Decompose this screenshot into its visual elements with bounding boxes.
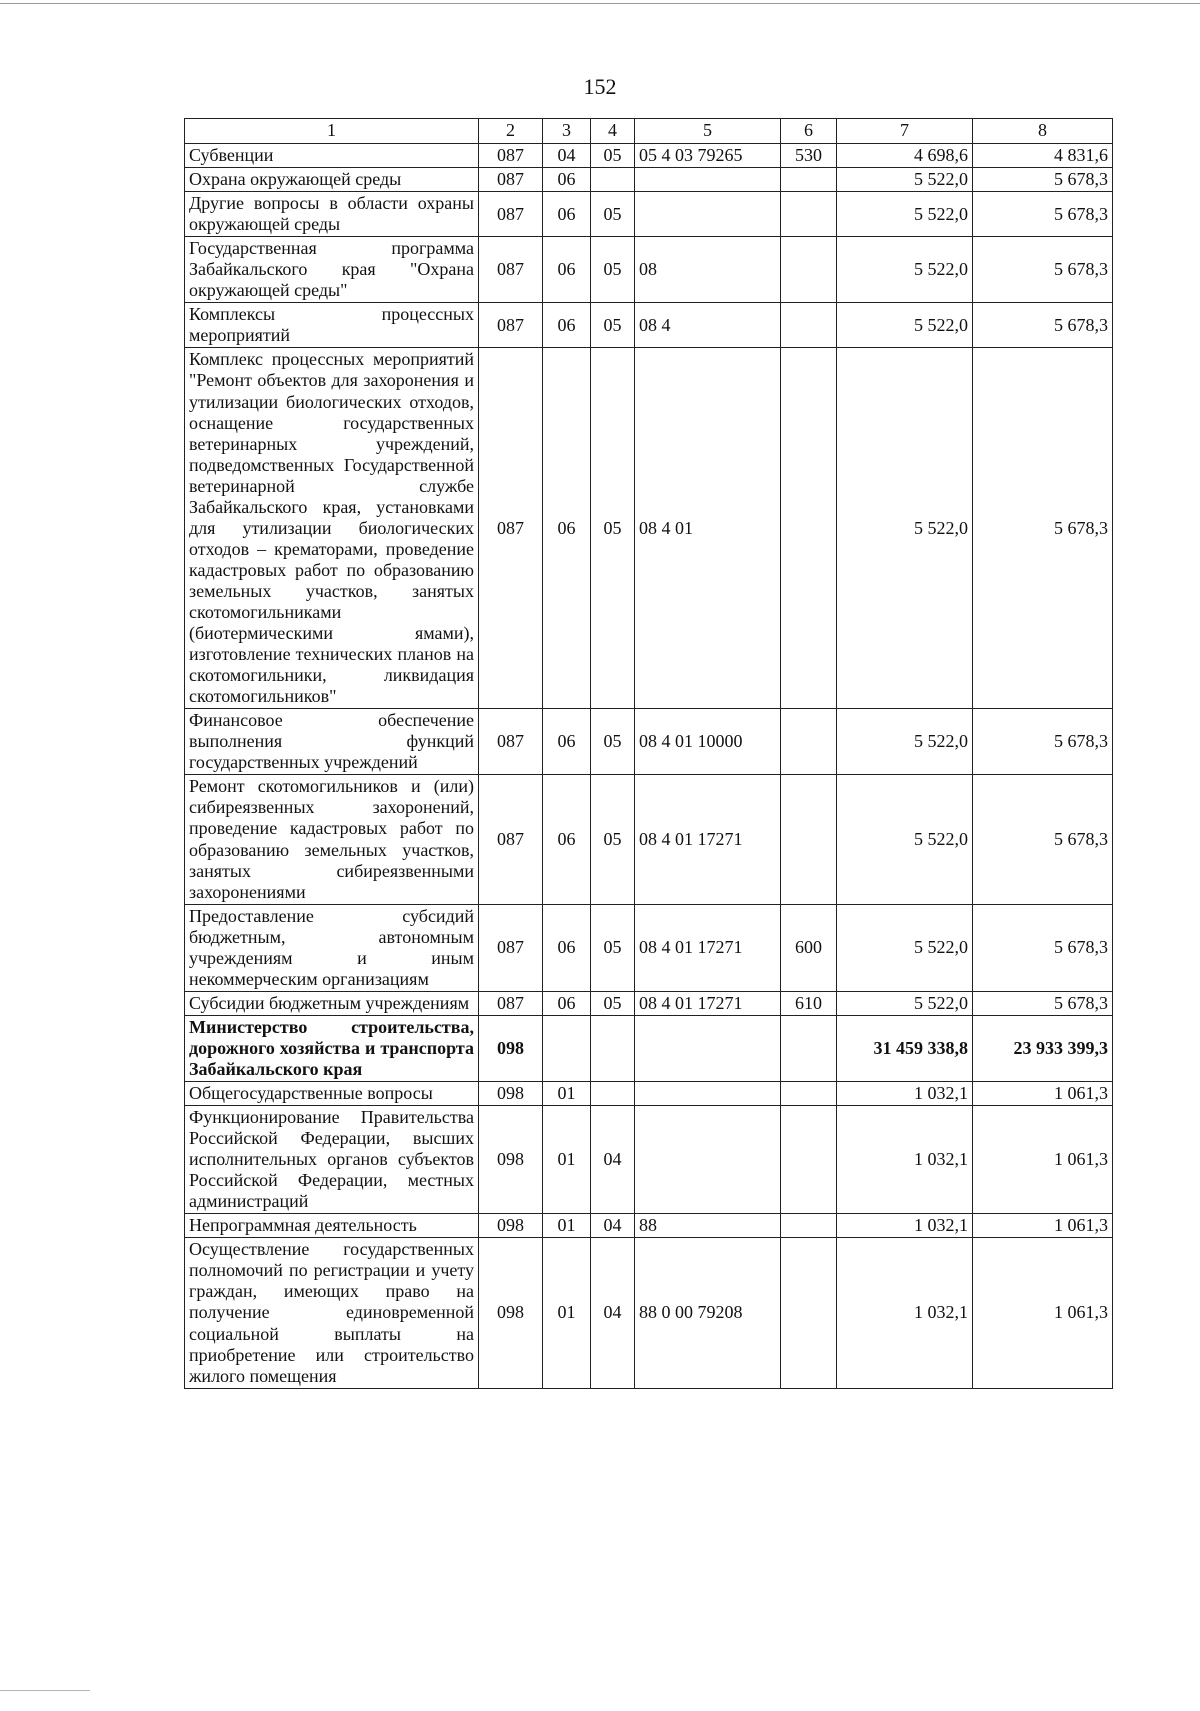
- cell-expense-type: 600: [781, 904, 837, 991]
- cell-subsection: 04: [591, 1238, 635, 1388]
- cell-amount-year-1: 5 522,0: [837, 348, 973, 709]
- cell-target-article: 08 4 01 10000: [635, 709, 781, 775]
- cell-amount-year-1: 5 522,0: [837, 709, 973, 775]
- cell-expense-type: [781, 168, 837, 192]
- cell-admin-code: 087: [479, 775, 543, 904]
- cell-target-article: [635, 192, 781, 237]
- cell-expense-type: [781, 1238, 837, 1388]
- cell-target-article: [635, 1082, 781, 1106]
- cell-section: 01: [543, 1238, 591, 1388]
- cell-amount-year-1: 4 698,6: [837, 144, 973, 168]
- cell-subsection: 05: [591, 144, 635, 168]
- cell-amount-year-1: 5 522,0: [837, 904, 973, 991]
- top-edge-rule: [0, 3, 1200, 4]
- cell-target-article: [635, 1106, 781, 1214]
- cell-name: Функционирование Правительства Российской Федерации, высших исполнительных органов субъектов Российской Федерации, местных администраций: [185, 1106, 479, 1214]
- cell-amount-year-2: 5 678,3: [973, 991, 1113, 1015]
- cell-admin-code: 087: [479, 192, 543, 237]
- cell-expense-type: [781, 237, 837, 303]
- table-row: [185, 144, 1113, 168]
- cell-amount-year-2: 5 678,3: [973, 168, 1113, 192]
- table-row: [185, 904, 1113, 991]
- cell-target-article: 08: [635, 237, 781, 303]
- cell-admin-code: 098: [479, 1106, 543, 1214]
- cell-section: 01: [543, 1106, 591, 1214]
- cell-target-article: [635, 168, 781, 192]
- cell-section: 06: [543, 303, 591, 348]
- cell-amount-year-2: 1 061,3: [973, 1106, 1113, 1214]
- cell-admin-code: 087: [479, 991, 543, 1015]
- cell-expense-type: [781, 709, 837, 775]
- table-row: [185, 348, 1113, 709]
- table-row: [185, 1106, 1113, 1214]
- cell-target-article: [635, 1015, 781, 1081]
- cell-admin-code: 087: [479, 904, 543, 991]
- cell-target-article: 08 4 01 17271: [635, 904, 781, 991]
- cell-amount-year-1: 5 522,0: [837, 237, 973, 303]
- cell-name: Финансовое обеспечение выполнения функций государственных учреждений: [185, 709, 479, 775]
- header-col-3: 3: [543, 119, 591, 144]
- page-number: 152: [583, 74, 617, 99]
- cell-amount-year-2: 5 678,3: [973, 709, 1113, 775]
- cell-target-article: 08 4 01 17271: [635, 775, 781, 904]
- cell-name: Непрограммная деятельность: [185, 1214, 479, 1238]
- cell-amount-year-1: 5 522,0: [837, 303, 973, 348]
- cell-target-article: 88: [635, 1214, 781, 1238]
- cell-section: [543, 1015, 591, 1081]
- cell-expense-type: [781, 192, 837, 237]
- header-col-6: 6: [781, 119, 837, 144]
- cell-name: Государственная программа Забайкальского края "Охрана окружающей среды": [185, 237, 479, 303]
- cell-expense-type: [781, 348, 837, 709]
- cell-subsection: [591, 1015, 635, 1081]
- cell-amount-year-2: 5 678,3: [973, 348, 1113, 709]
- cell-amount-year-1: 5 522,0: [837, 192, 973, 237]
- cell-amount-year-1: 1 032,1: [837, 1082, 973, 1106]
- table-row: [185, 237, 1113, 303]
- table-row: [185, 168, 1113, 192]
- header-col-1: 1: [185, 119, 479, 144]
- cell-admin-code: 087: [479, 144, 543, 168]
- cell-subsection: 04: [591, 1106, 635, 1214]
- cell-subsection: [591, 1082, 635, 1106]
- cell-section: 06: [543, 775, 591, 904]
- cell-subsection: [591, 168, 635, 192]
- cell-target-article: 05 4 03 79265: [635, 144, 781, 168]
- cell-name: Министерство строительства, дорожного хозяйства и транспорта Забайкальского края: [185, 1015, 479, 1081]
- cell-amount-year-2: 1 061,3: [973, 1082, 1113, 1106]
- table-header-row: [185, 119, 1113, 144]
- cell-subsection: 05: [591, 775, 635, 904]
- cell-amount-year-2: 5 678,3: [973, 303, 1113, 348]
- table-row: [185, 775, 1113, 904]
- cell-subsection: 05: [591, 904, 635, 991]
- cell-subsection: 05: [591, 709, 635, 775]
- cell-amount-year-1: 31 459 338,8: [837, 1015, 973, 1081]
- cell-expense-type: [781, 775, 837, 904]
- cell-subsection: 04: [591, 1214, 635, 1238]
- table-body: [185, 144, 1113, 1389]
- cell-amount-year-2: 23 933 399,3: [973, 1015, 1113, 1081]
- cell-name: Субвенции: [185, 144, 479, 168]
- cell-section: 01: [543, 1214, 591, 1238]
- cell-amount-year-1: 5 522,0: [837, 991, 973, 1015]
- cell-amount-year-2: 5 678,3: [973, 192, 1113, 237]
- cell-amount-year-1: 1 032,1: [837, 1238, 973, 1388]
- header-col-5: 5: [635, 119, 781, 144]
- budget-table: [184, 118, 1113, 1389]
- cell-target-article: 08 4 01 17271: [635, 991, 781, 1015]
- cell-section: 06: [543, 192, 591, 237]
- cell-expense-type: [781, 303, 837, 348]
- cell-name: Субсидии бюджетным учреждениям: [185, 991, 479, 1015]
- cell-admin-code: 098: [479, 1214, 543, 1238]
- cell-section: 06: [543, 348, 591, 709]
- table-row: [185, 1015, 1113, 1081]
- cell-expense-type: 530: [781, 144, 837, 168]
- cell-section: 06: [543, 237, 591, 303]
- header-col-7: 7: [837, 119, 973, 144]
- header-col-2: 2: [479, 119, 543, 144]
- cell-admin-code: 098: [479, 1015, 543, 1081]
- cell-amount-year-2: 1 061,3: [973, 1238, 1113, 1388]
- cell-amount-year-1: 1 032,1: [837, 1214, 973, 1238]
- table-row: [185, 1214, 1113, 1238]
- cell-name: Комплекс процессных мероприятий "Ремонт объектов для захоронения и утилизации биологических отходов, оснащение государственных ветеринарных учреждений, подведомственных Государственной ветеринарной службе Забайкальского края, установками для утилизации биологических отходов – крематорами, проведение кадастровых работ по образованию земельных участков, занятых скотомогильниками (биотермическими ямами), изготовление технических планов на скотомогильники, ликвидация скотомогильников": [185, 348, 479, 709]
- cell-name: Комплексы процессных мероприятий: [185, 303, 479, 348]
- header-col-4: 4: [591, 119, 635, 144]
- cell-admin-code: 087: [479, 709, 543, 775]
- table-row: [185, 991, 1113, 1015]
- bottom-edge-rule: [0, 1690, 90, 1691]
- cell-section: 01: [543, 1082, 591, 1106]
- cell-subsection: 05: [591, 991, 635, 1015]
- table-row: [185, 1082, 1113, 1106]
- cell-section: 04: [543, 144, 591, 168]
- cell-expense-type: 610: [781, 991, 837, 1015]
- cell-target-article: 08 4: [635, 303, 781, 348]
- cell-name: Ремонт скотомогильников и (или) сибиреязвенных захоронений, проведение кадастровых работ по образованию земельных участков, занятых сибиреязвенными захоронениями: [185, 775, 479, 904]
- cell-admin-code: 098: [479, 1238, 543, 1388]
- cell-expense-type: [781, 1106, 837, 1214]
- cell-amount-year-2: 5 678,3: [973, 904, 1113, 991]
- cell-section: 06: [543, 904, 591, 991]
- cell-amount-year-2: 5 678,3: [973, 237, 1113, 303]
- cell-amount-year-2: 1 061,3: [973, 1214, 1113, 1238]
- cell-amount-year-2: 5 678,3: [973, 775, 1113, 904]
- cell-expense-type: [781, 1082, 837, 1106]
- cell-admin-code: 087: [479, 237, 543, 303]
- cell-amount-year-2: 4 831,6: [973, 144, 1113, 168]
- cell-subsection: 05: [591, 237, 635, 303]
- cell-subsection: 05: [591, 348, 635, 709]
- table-row: [185, 1238, 1113, 1388]
- cell-name: Общегосударственные вопросы: [185, 1082, 479, 1106]
- cell-name: Другие вопросы в области охраны окружающей среды: [185, 192, 479, 237]
- header-col-8: 8: [973, 119, 1113, 144]
- cell-admin-code: 087: [479, 168, 543, 192]
- cell-name: Охрана окружающей среды: [185, 168, 479, 192]
- cell-expense-type: [781, 1214, 837, 1238]
- cell-admin-code: 087: [479, 348, 543, 709]
- cell-name: Осуществление государственных полномочий по регистрации и учету граждан, имеющих право на получение единовременной социальной выплаты на приобретение или строительство жилого помещения: [185, 1238, 479, 1388]
- cell-target-article: 08 4 01: [635, 348, 781, 709]
- table-row: [185, 709, 1113, 775]
- cell-admin-code: 087: [479, 303, 543, 348]
- cell-expense-type: [781, 1015, 837, 1081]
- cell-subsection: 05: [591, 192, 635, 237]
- cell-section: 06: [543, 168, 591, 192]
- cell-amount-year-1: 5 522,0: [837, 168, 973, 192]
- cell-amount-year-1: 5 522,0: [837, 775, 973, 904]
- cell-subsection: 05: [591, 303, 635, 348]
- cell-target-article: 88 0 00 79208: [635, 1238, 781, 1388]
- table-row: [185, 303, 1113, 348]
- cell-amount-year-1: 1 032,1: [837, 1106, 973, 1214]
- table-row: [185, 192, 1113, 237]
- cell-admin-code: 098: [479, 1082, 543, 1106]
- cell-section: 06: [543, 709, 591, 775]
- cell-name: Предоставление субсидий бюджетным, автономным учреждениям и иным некоммерческим организациям: [185, 904, 479, 991]
- cell-section: 06: [543, 991, 591, 1015]
